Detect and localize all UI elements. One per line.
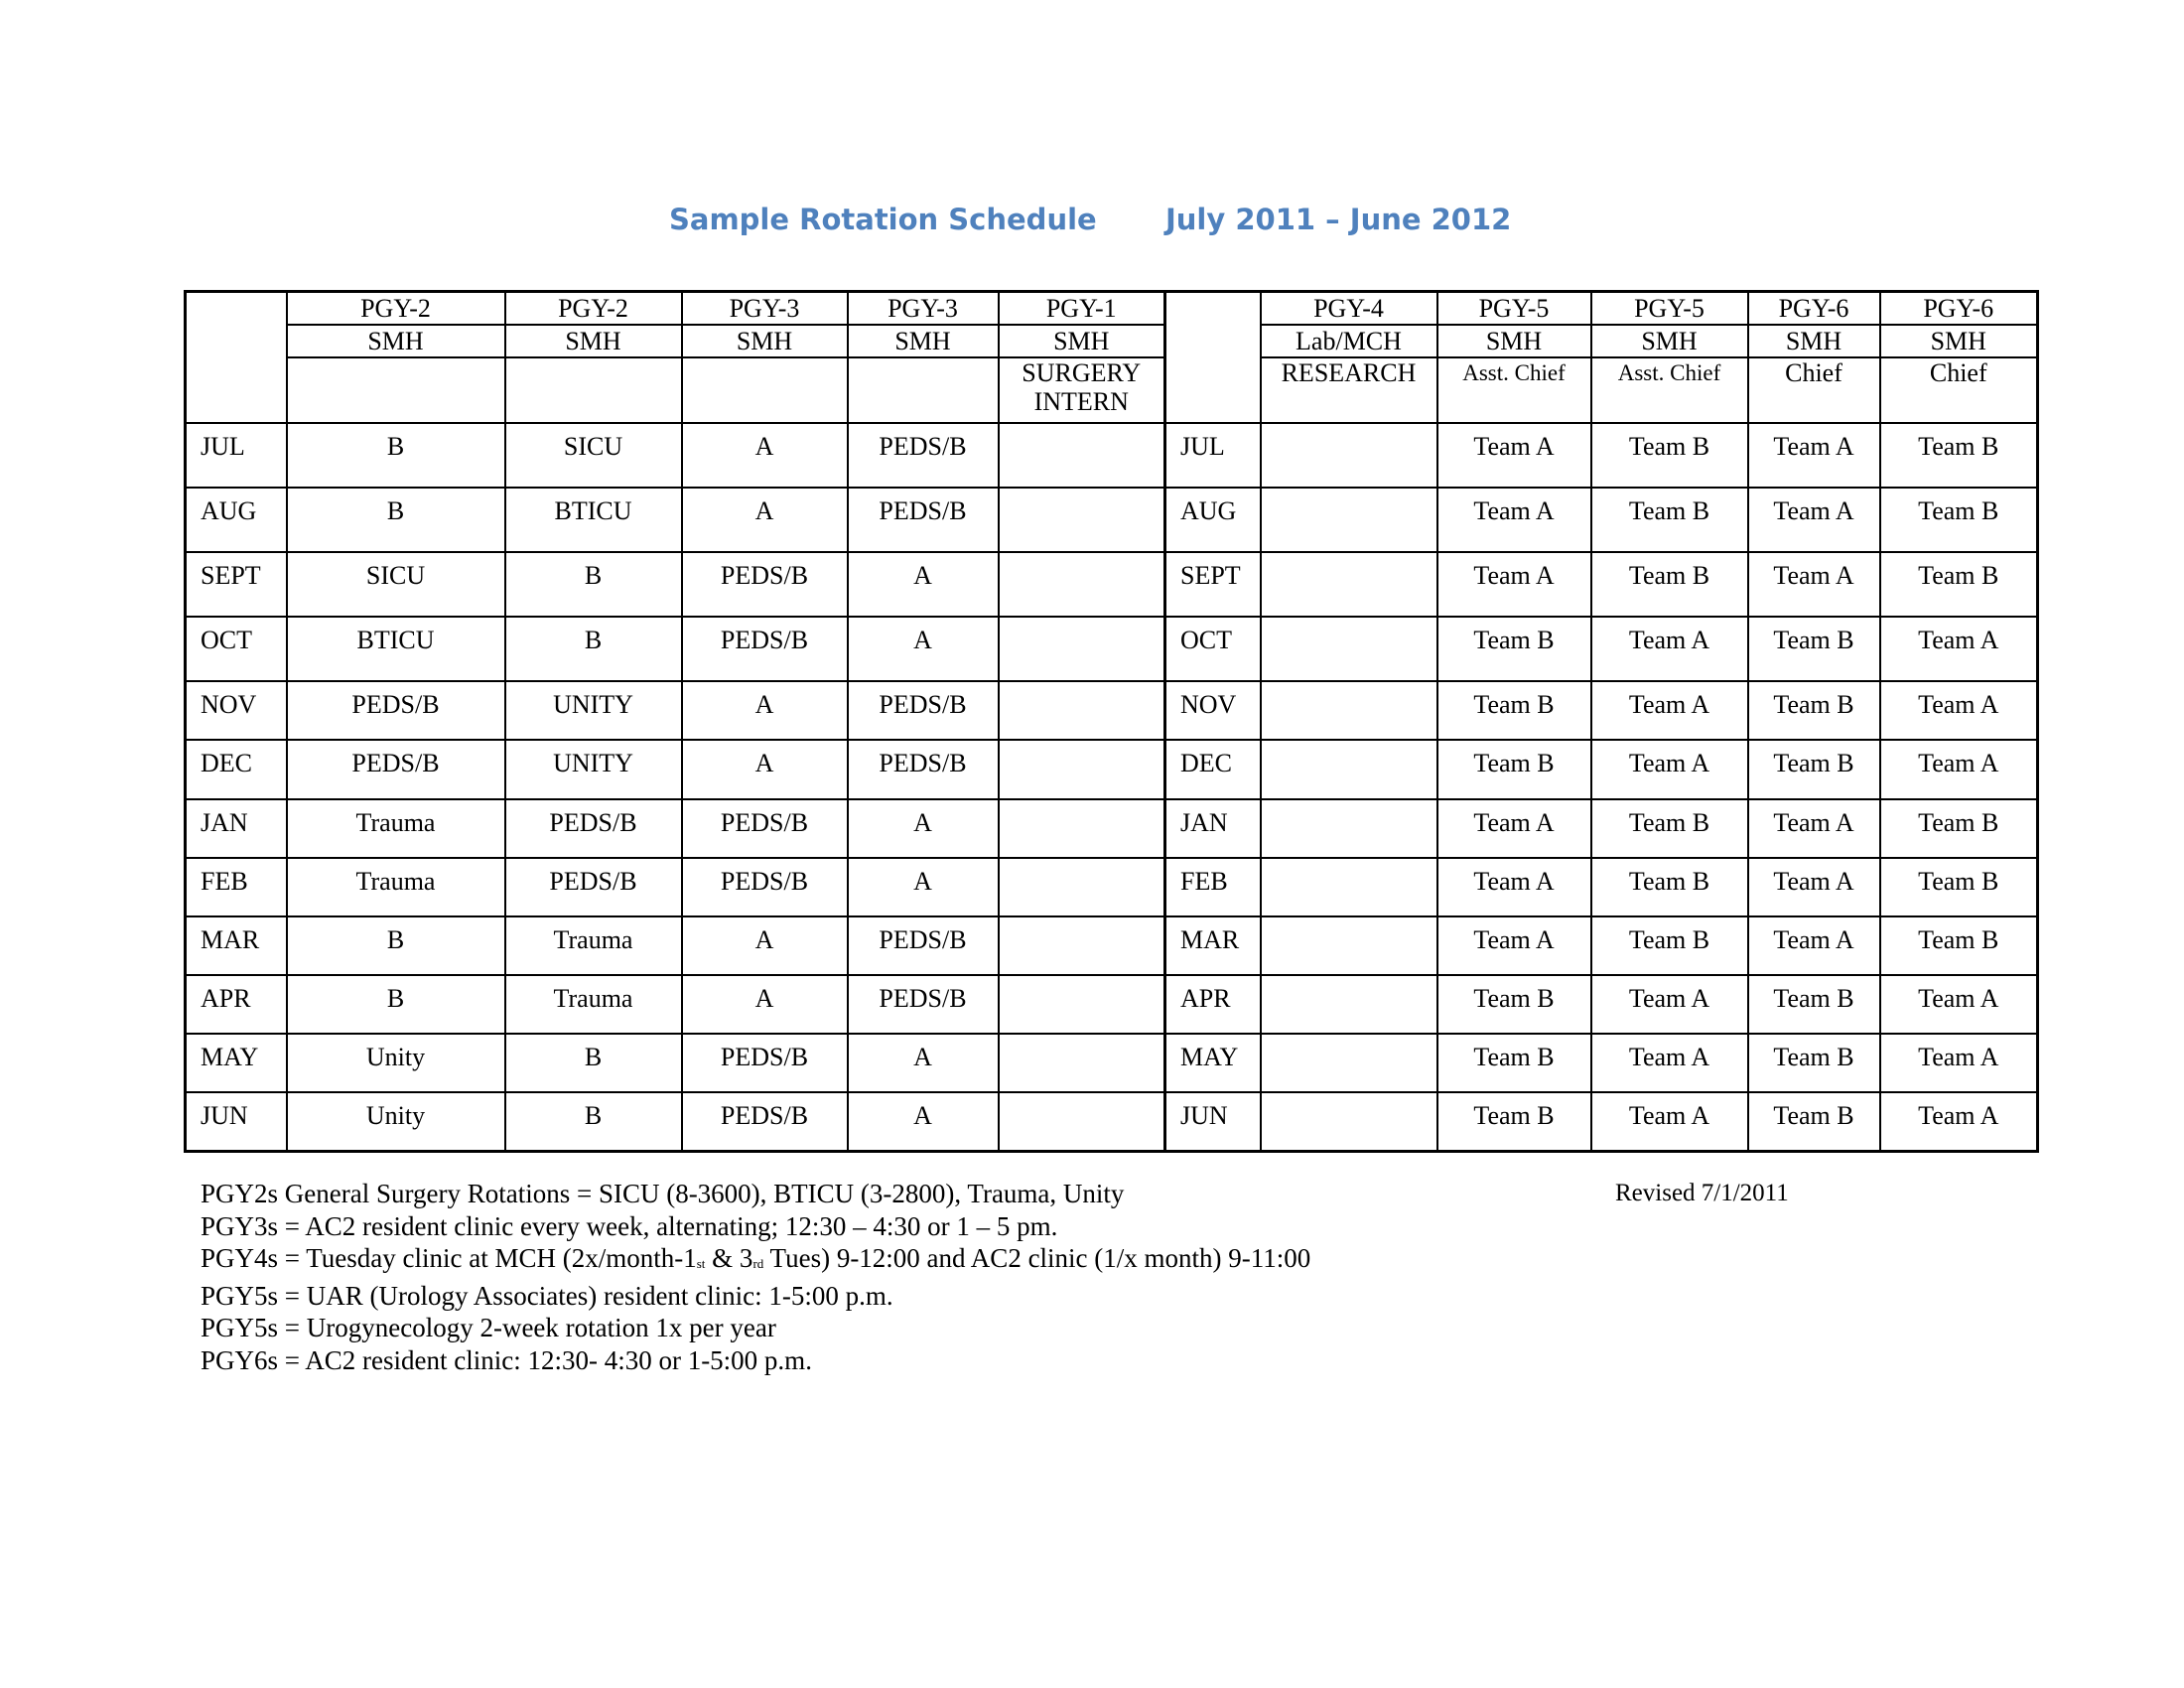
header-row-pgy <box>186 292 2038 325</box>
rotation-cell: Team B <box>1748 1092 1880 1151</box>
header-site: SMH <box>1748 325 1880 357</box>
table-row <box>186 740 2038 798</box>
rotation-cell: B <box>287 975 505 1034</box>
table-row <box>186 488 2038 552</box>
rotation-cell: BTICU <box>287 617 505 681</box>
rotation-cell: Trauma <box>505 975 682 1034</box>
rotation-cell: Team A <box>1437 423 1591 488</box>
header-pgy: PGY-3 <box>848 292 999 325</box>
rotation-cell: Team A <box>1437 799 1591 858</box>
rotation-cell: A <box>682 423 848 488</box>
rotation-cell: Team A <box>1880 1092 2038 1151</box>
rotation-cell: Team A <box>1748 423 1880 488</box>
rotation-cell: Team A <box>1437 552 1591 617</box>
rotation-cell: Team B <box>1880 552 2038 617</box>
rotation-cell: Trauma <box>505 916 682 975</box>
header-pgy: PGY-5 <box>1591 292 1748 325</box>
rotation-cell: PEDS/B <box>848 681 999 740</box>
header-site: Lab/MCH <box>1261 325 1437 357</box>
rotation-cell <box>999 1034 1165 1092</box>
rotation-cell: A <box>848 1034 999 1092</box>
header-role <box>287 357 505 423</box>
rotation-cell: Team B <box>1591 916 1748 975</box>
rotation-cell: A <box>848 799 999 858</box>
table-row <box>186 916 2038 975</box>
rotation-cell: PEDS/B <box>287 740 505 798</box>
rotation-cell: Team B <box>1748 740 1880 798</box>
rotation-cell: Trauma <box>287 858 505 916</box>
title-period: July 2011 – June 2012 <box>1165 203 1512 236</box>
header-site: SMH <box>1591 325 1748 357</box>
rotation-cell: Team B <box>1748 975 1880 1034</box>
table-row <box>186 799 2038 858</box>
rotation-cell <box>999 681 1165 740</box>
note-pgy4-text-a: PGY4s = Tuesday clinic at MCH (2x/month-1 <box>201 1243 697 1273</box>
title-main: Sample Rotation Schedule <box>669 203 1097 236</box>
header-site: SMH <box>848 325 999 357</box>
rotation-cell: UNITY <box>505 681 682 740</box>
month-label: SEPT <box>186 552 287 617</box>
rotation-cell: Team B <box>1437 975 1591 1034</box>
rotation-cell: PEDS/B <box>287 681 505 740</box>
note-pgy4-sup-rd: rd <box>752 1256 764 1271</box>
month-label: MAY <box>186 1034 287 1092</box>
rotation-cell: Team B <box>1437 681 1591 740</box>
header-role <box>848 357 999 423</box>
rotation-cell: A <box>682 975 848 1034</box>
note-pgy3: PGY3s = AC2 resident clinic every week, alternating; 12:30 – 4:30 or 1 – 5 pm. <box>201 1210 1058 1241</box>
month-label: FEB <box>1165 858 1261 916</box>
rotation-cell: B <box>505 552 682 617</box>
rotation-cell: Team B <box>1437 1092 1591 1151</box>
header-role: RESEARCH <box>1261 357 1437 423</box>
rotation-cell: Team A <box>1437 488 1591 552</box>
rotation-cell <box>999 975 1165 1034</box>
rotation-cell: Team A <box>1880 681 2038 740</box>
rotation-cell: SICU <box>505 423 682 488</box>
header-role: SURGERY INTERN <box>999 357 1165 423</box>
rotation-cell: Team A <box>1880 617 2038 681</box>
rotation-cell: UNITY <box>505 740 682 798</box>
month-label: JUN <box>1165 1092 1261 1151</box>
rotation-cell: Team A <box>1748 799 1880 858</box>
notes-block <box>201 1178 1310 1376</box>
rotation-cell <box>999 740 1165 798</box>
rotation-cell: Team A <box>1748 858 1880 916</box>
revised-date: Revised 7/1/2011 <box>1615 1180 1789 1206</box>
rotation-cell: Team B <box>1880 799 2038 858</box>
rotation-cell: Team A <box>1437 858 1591 916</box>
header-pgy: PGY-2 <box>505 292 682 325</box>
month-label: MAR <box>1165 916 1261 975</box>
rotation-cell <box>1261 740 1437 798</box>
rotation-cell: A <box>682 740 848 798</box>
rotation-cell: Team B <box>1437 740 1591 798</box>
rotation-cell: PEDS/B <box>682 617 848 681</box>
header-site: SMH <box>999 325 1165 357</box>
rotation-cell: PEDS/B <box>848 423 999 488</box>
rotation-cell: A <box>848 552 999 617</box>
header-site: SMH <box>505 325 682 357</box>
month-label: NOV <box>186 681 287 740</box>
month-label: JAN <box>186 799 287 858</box>
month-label: MAR <box>186 916 287 975</box>
rotation-schedule-table <box>184 290 2039 1153</box>
month-label: AUG <box>186 488 287 552</box>
document-title <box>0 197 2184 246</box>
table-row <box>186 975 2038 1034</box>
rotation-cell: Team B <box>1748 617 1880 681</box>
rotation-cell: B <box>287 916 505 975</box>
header-site: SMH <box>287 325 505 357</box>
rotation-cell: Team B <box>1748 1034 1880 1092</box>
month-label: JUL <box>186 423 287 488</box>
header-pgy: PGY-5 <box>1437 292 1591 325</box>
rotation-cell: Team A <box>1591 681 1748 740</box>
rotation-cell <box>1261 423 1437 488</box>
rotation-cell: Team A <box>1437 916 1591 975</box>
note-pgy4 <box>201 1242 1310 1280</box>
rotation-cell <box>1261 916 1437 975</box>
rotation-cell: SICU <box>287 552 505 617</box>
rotation-cell: Team A <box>1880 975 2038 1034</box>
rotation-cell: Team A <box>1591 1034 1748 1092</box>
rotation-cell <box>999 1092 1165 1151</box>
rotation-cell: Team B <box>1591 423 1748 488</box>
note-pgy2: PGY2s General Surgery Rotations = SICU (8-3600), BTICU (3-2800), Trauma, Unity <box>201 1179 1125 1208</box>
rotation-cell: Team A <box>1748 552 1880 617</box>
rotation-cell: Team B <box>1880 858 2038 916</box>
rotation-cell: A <box>682 916 848 975</box>
rotation-cell: A <box>848 617 999 681</box>
rotation-cell: Team A <box>1591 740 1748 798</box>
month-label: MAY <box>1165 1034 1261 1092</box>
rotation-cell: Team B <box>1880 488 2038 552</box>
rotation-cell: Team B <box>1748 681 1880 740</box>
table-row <box>186 1092 2038 1151</box>
rotation-cell: PEDS/B <box>505 799 682 858</box>
rotation-cell: A <box>682 681 848 740</box>
header-pgy: PGY-3 <box>682 292 848 325</box>
header-pgy: PGY-6 <box>1748 292 1880 325</box>
rotation-cell <box>999 423 1165 488</box>
header-role <box>505 357 682 423</box>
rotation-cell: B <box>505 617 682 681</box>
rotation-cell: PEDS/B <box>505 858 682 916</box>
header-role <box>682 357 848 423</box>
rotation-cell: Team A <box>1591 1092 1748 1151</box>
rotation-cell: Team A <box>1880 1034 2038 1092</box>
month-label: APR <box>186 975 287 1034</box>
rotation-cell <box>999 488 1165 552</box>
rotation-cell: A <box>848 858 999 916</box>
rotation-cell: Team B <box>1591 488 1748 552</box>
rotation-cell: PEDS/B <box>682 799 848 858</box>
month-label: OCT <box>186 617 287 681</box>
rotation-cell: PEDS/B <box>682 1092 848 1151</box>
header-pgy: PGY-2 <box>287 292 505 325</box>
table-row <box>186 552 2038 617</box>
rotation-cell: Unity <box>287 1092 505 1151</box>
table-row <box>186 681 2038 740</box>
rotation-cell <box>1261 975 1437 1034</box>
header-role: Chief <box>1748 357 1880 423</box>
rotation-cell <box>999 552 1165 617</box>
rotation-cell: B <box>287 423 505 488</box>
rotation-cell: Team B <box>1437 617 1591 681</box>
rotation-cell <box>1261 1034 1437 1092</box>
table-row <box>186 858 2038 916</box>
note-pgy6: PGY6s = AC2 resident clinic: 12:30- 4:30 or 1-5:00 p.m. <box>201 1344 812 1375</box>
header-site: SMH <box>1437 325 1591 357</box>
rotation-cell: Team B <box>1437 1034 1591 1092</box>
rotation-cell: Team A <box>1880 740 2038 798</box>
note-pgy5-clinic: PGY5s = UAR (Urology Associates) resident clinic: 1-5:00 p.m. <box>201 1280 893 1311</box>
rotation-cell: B <box>505 1092 682 1151</box>
corner-cell-left <box>186 292 287 423</box>
table-row <box>186 617 2038 681</box>
rotation-cell: PEDS/B <box>848 975 999 1034</box>
rotation-cell: B <box>287 488 505 552</box>
rotation-cell <box>1261 1092 1437 1151</box>
rotation-cell <box>1261 799 1437 858</box>
rotation-cell: Team A <box>1591 617 1748 681</box>
rotation-cell: PEDS/B <box>848 740 999 798</box>
rotation-cell <box>999 799 1165 858</box>
corner-cell-right <box>1165 292 1261 423</box>
rotation-cell: BTICU <box>505 488 682 552</box>
rotation-cell: Team A <box>1748 916 1880 975</box>
note-pgy5-urogyn: PGY5s = Urogynecology 2-week rotation 1x per year <box>201 1313 776 1342</box>
rotation-cell: B <box>505 1034 682 1092</box>
header-pgy: PGY-6 <box>1880 292 2038 325</box>
rotation-cell <box>999 858 1165 916</box>
month-label: AUG <box>1165 488 1261 552</box>
header-row-site <box>186 325 2038 357</box>
rotation-cell: A <box>682 488 848 552</box>
month-label: OCT <box>1165 617 1261 681</box>
header-pgy: PGY-1 <box>999 292 1165 325</box>
header-site: SMH <box>682 325 848 357</box>
header-row-role <box>186 357 2038 423</box>
month-label: FEB <box>186 858 287 916</box>
note-pgy4-text-c: Tues) 9-12:00 and AC2 clinic (1/x month) 9-11:00 <box>763 1243 1311 1273</box>
rotation-cell: A <box>848 1092 999 1151</box>
header-pgy: PGY-4 <box>1261 292 1437 325</box>
month-label: DEC <box>186 740 287 798</box>
rotation-cell: Team B <box>1880 916 2038 975</box>
header-role: Asst. Chief <box>1437 357 1591 423</box>
month-label: NOV <box>1165 681 1261 740</box>
month-label: JAN <box>1165 799 1261 858</box>
rotation-cell <box>1261 552 1437 617</box>
rotation-cell <box>999 617 1165 681</box>
rotation-cell: Trauma <box>287 799 505 858</box>
rotation-cell: PEDS/B <box>682 552 848 617</box>
rotation-cell: PEDS/B <box>682 858 848 916</box>
rotation-cell: Unity <box>287 1034 505 1092</box>
table-row <box>186 1034 2038 1092</box>
note-pgy4-text-b: & 3 <box>705 1243 753 1273</box>
note-pgy4-sup-st: st <box>696 1256 706 1271</box>
month-label: APR <box>1165 975 1261 1034</box>
table-row <box>186 423 2038 488</box>
rotation-cell: PEDS/B <box>848 916 999 975</box>
month-label: DEC <box>1165 740 1261 798</box>
rotation-cell <box>1261 488 1437 552</box>
header-role: Asst. Chief <box>1591 357 1748 423</box>
rotation-cell: Team B <box>1591 799 1748 858</box>
rotation-cell: Team B <box>1591 552 1748 617</box>
month-label: JUN <box>186 1092 287 1151</box>
rotation-cell <box>1261 858 1437 916</box>
rotation-cell: PEDS/B <box>848 488 999 552</box>
rotation-cell: Team B <box>1880 423 2038 488</box>
rotation-cell: Team A <box>1591 975 1748 1034</box>
rotation-cell: PEDS/B <box>682 1034 848 1092</box>
rotation-cell <box>999 916 1165 975</box>
month-label: SEPT <box>1165 552 1261 617</box>
header-role: Chief <box>1880 357 2038 423</box>
header-site: SMH <box>1880 325 2038 357</box>
rotation-cell <box>1261 681 1437 740</box>
month-label: JUL <box>1165 423 1261 488</box>
rotation-cell <box>1261 617 1437 681</box>
rotation-cell: Team A <box>1748 488 1880 552</box>
rotation-cell: Team B <box>1591 858 1748 916</box>
